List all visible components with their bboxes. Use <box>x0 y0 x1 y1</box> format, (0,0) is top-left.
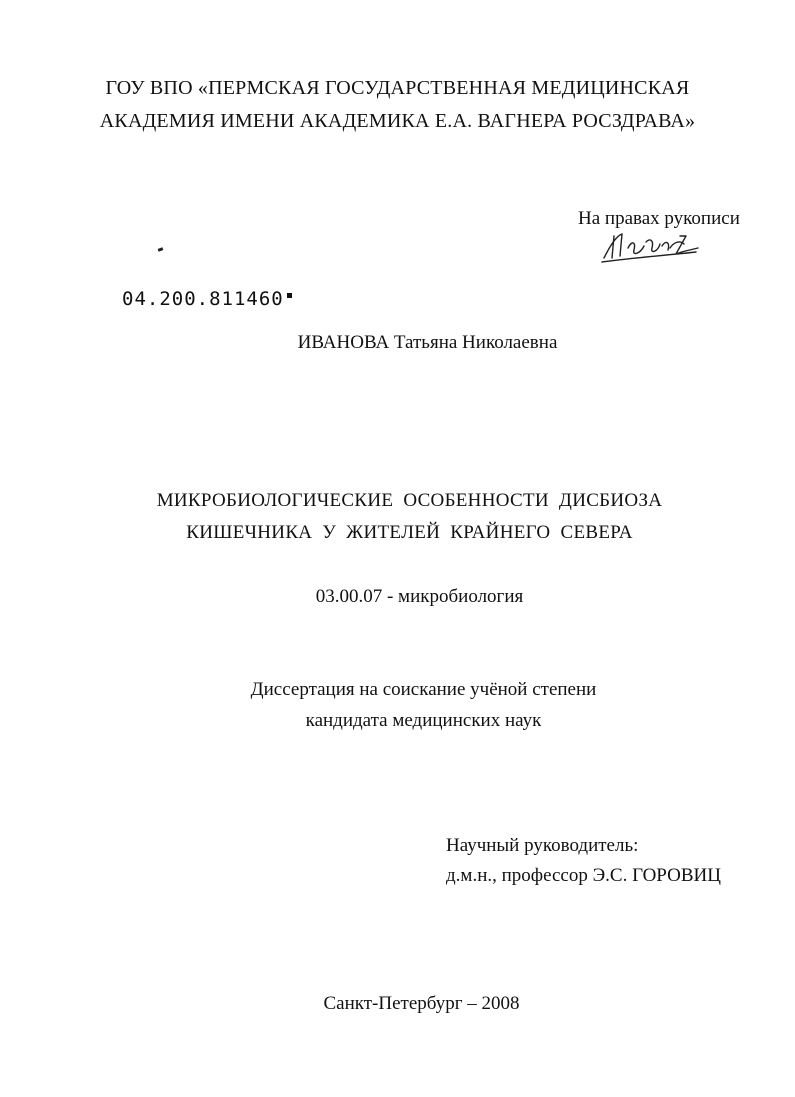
catalog-number: 04.200.811460 <box>122 288 284 310</box>
author-name: ИВАНОВА Татьяна Николаевна <box>297 332 558 353</box>
supervisor-label: Научный руководитель: <box>446 835 639 856</box>
supervisor-name: д.м.н., профессор Э.С. ГОРОВИЦ <box>446 865 721 886</box>
title-line-1: МИКРОБИОЛОГИЧЕСКИЕ ОСОБЕННОСТИ ДИСБИОЗА <box>156 490 663 511</box>
manuscript-rights-note: На правах рукописи <box>578 208 740 229</box>
scan-speck <box>158 247 164 252</box>
catalog-mark-icon <box>287 293 292 298</box>
signature-icon <box>600 228 710 266</box>
city-year: Санкт-Петербург – 2008 <box>323 993 520 1014</box>
title-line-2: КИШЕЧНИКА У ЖИТЕЛЕЙ КРАЙНЕГО СЕВЕРА <box>186 522 633 543</box>
institution-line-1: ГОУ ВПО «ПЕРМСКАЯ ГОСУДАРСТВЕННАЯ МЕДИЦИНСКАЯ <box>105 77 690 99</box>
specialty: 03.00.07 - микробиология <box>315 586 524 607</box>
degree-line-1: Диссертация на соискание учёной степени <box>250 679 597 700</box>
catalog-number-block <box>122 287 292 311</box>
institution-line-2: АКАДЕМИЯ ИМЕНИ АКАДЕМИКА Е.А. ВАГНЕРА РОСЗДРАВА» <box>99 110 696 132</box>
degree-line-2: кандидата медицинских наук <box>305 710 542 731</box>
